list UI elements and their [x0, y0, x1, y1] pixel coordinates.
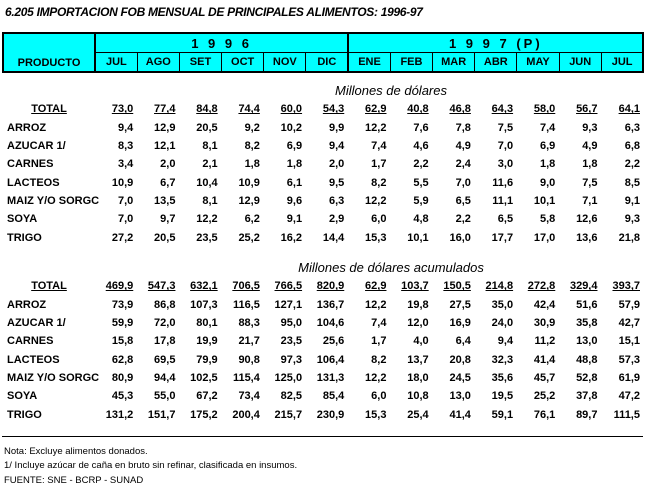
value-cell: 6,0 — [371, 213, 387, 226]
value-cell: 59,1 — [491, 408, 514, 421]
value-cell: 47,2 — [618, 390, 640, 403]
value-cell: 51,6 — [576, 298, 598, 311]
value-cell: 13,7 — [407, 353, 429, 366]
table-row — [2, 332, 643, 350]
value-cell: 25,6 — [322, 335, 345, 348]
value-cell: 86,8 — [154, 298, 176, 311]
value-cell: 25,2 — [238, 231, 260, 244]
row-label: LACTEOS — [7, 353, 60, 366]
value-cell: 10,4 — [196, 176, 218, 189]
month-header: JUN — [559, 53, 601, 73]
value-cell: 200,4 — [232, 408, 260, 421]
value-cell: 11,2 — [534, 335, 556, 348]
value-cell: 7,0 — [117, 213, 134, 226]
row-label: MAIZ Y/O SORGC — [7, 371, 100, 384]
value-cell: 7,0 — [117, 194, 134, 207]
table-row — [2, 350, 643, 368]
value-cell: 12,6 — [576, 213, 598, 226]
value-cell: 230,9 — [316, 408, 345, 421]
value-cell: 215,7 — [274, 408, 303, 421]
value-cell: 2,2 — [455, 213, 471, 226]
value-cell: 16,9 — [449, 317, 471, 330]
value-cell: 35,6 — [491, 371, 514, 384]
value-cell: 1,8 — [286, 158, 303, 171]
value-cell: 19,5 — [491, 390, 514, 403]
value-cell: 15,1 — [618, 335, 640, 348]
value-cell: 27,2 — [111, 231, 134, 244]
value-cell: 97,3 — [280, 353, 303, 366]
value-cell: 2,4 — [455, 158, 471, 171]
section-monthly — [2, 82, 643, 247]
value-cell: 11,6 — [492, 176, 514, 189]
value-cell: 6,0 — [371, 390, 387, 403]
value-cell: 52,8 — [576, 371, 598, 384]
value-cell: 9,7 — [160, 213, 176, 226]
value-cell: 6,5 — [455, 194, 471, 207]
value-cell: 7,4 — [539, 121, 556, 134]
value-cell: 57,3 — [618, 353, 640, 366]
value-cell: 175,2 — [190, 408, 218, 421]
value-cell: 214,8 — [485, 280, 514, 293]
value-cell: 62,8 — [111, 353, 134, 366]
value-cell: 88,3 — [238, 317, 260, 330]
value-cell: 62,9 — [365, 280, 387, 293]
value-cell: 56,7 — [576, 103, 598, 116]
value-cell: 12,2 — [365, 371, 387, 384]
value-cell: 54,3 — [322, 103, 345, 116]
value-cell: 7,4 — [371, 140, 387, 153]
value-cell: 7,8 — [455, 121, 471, 134]
value-cell: 69,5 — [154, 353, 176, 366]
value-cell: 10,2 — [280, 121, 303, 134]
value-cell: 3,4 — [117, 158, 134, 171]
value-cell: 10,8 — [407, 390, 429, 403]
value-cell: 32,3 — [491, 353, 514, 366]
row-label: CARNES — [7, 158, 54, 171]
value-cell: 1,8 — [582, 158, 598, 171]
value-cell: 35,0 — [491, 298, 514, 311]
value-cell: 127,1 — [274, 298, 303, 311]
value-cell: 12,1 — [154, 140, 176, 153]
value-cell: 2,9 — [328, 213, 345, 226]
value-cell: 7,4 — [371, 317, 387, 330]
value-cell: 632,1 — [190, 280, 218, 293]
value-cell: 8,2 — [244, 140, 260, 153]
value-cell: 2,0 — [160, 158, 176, 171]
row-label: TOTAL — [31, 103, 67, 116]
value-cell: 131,3 — [316, 371, 345, 384]
value-cell: 12,2 — [196, 213, 218, 226]
value-cell: 107,3 — [190, 298, 218, 311]
value-cell: 21,7 — [238, 335, 260, 348]
table-row — [2, 387, 643, 405]
value-cell: 766,5 — [274, 280, 303, 293]
value-cell: 20,5 — [196, 121, 218, 134]
table-row — [2, 119, 643, 137]
value-cell: 2,1 — [202, 158, 218, 171]
value-cell: 15,8 — [111, 335, 134, 348]
section-accumulated — [2, 259, 643, 424]
value-cell: 16,2 — [280, 231, 303, 244]
value-cell: 13,0 — [449, 390, 471, 403]
value-cell: 40,8 — [407, 103, 429, 116]
value-cell: 4,6 — [413, 140, 429, 153]
divider — [2, 436, 643, 437]
value-cell: 37,8 — [576, 390, 598, 403]
row-label: SOYA — [7, 213, 38, 226]
value-cell: 111,5 — [613, 408, 640, 421]
value-cell: 20,5 — [154, 231, 176, 244]
value-cell: 4,9 — [582, 140, 598, 153]
value-cell: 58,0 — [533, 103, 556, 116]
total-row — [2, 100, 643, 118]
value-cell: 12,9 — [154, 121, 176, 134]
value-cell: 84,8 — [196, 103, 218, 116]
value-cell: 7,0 — [497, 140, 514, 153]
value-cell: 151,7 — [147, 408, 176, 421]
value-cell: 1,8 — [539, 158, 556, 171]
row-label: AZUCAR 1/ — [7, 317, 66, 330]
row-label: AZUCAR 1/ — [7, 140, 66, 153]
value-cell: 9,1 — [286, 213, 303, 226]
value-cell: 74,4 — [238, 103, 260, 116]
value-cell: 13,5 — [154, 194, 176, 207]
value-cell: 4,9 — [455, 140, 471, 153]
value-cell: 1,8 — [244, 158, 260, 171]
row-label: TRIGO — [7, 231, 42, 244]
value-cell: 2,2 — [413, 158, 429, 171]
value-cell: 64,3 — [491, 103, 514, 116]
row-label: SOYA — [7, 390, 38, 403]
value-cell: 6,4 — [455, 335, 471, 348]
value-cell: 8,3 — [117, 140, 134, 153]
value-cell: 9,0 — [539, 176, 556, 189]
value-cell: 12,0 — [407, 317, 429, 330]
table-row — [2, 228, 643, 246]
value-cell: 41,4 — [449, 408, 471, 421]
value-cell: 48,8 — [576, 353, 598, 366]
value-cell: 19,8 — [407, 298, 429, 311]
value-cell: 8,2 — [371, 176, 387, 189]
row-label: CARNES — [7, 335, 54, 348]
value-cell: 9,1 — [624, 194, 640, 207]
value-cell: 116,5 — [232, 298, 260, 311]
value-cell: 5,9 — [413, 194, 429, 207]
value-cell: 6,7 — [160, 176, 176, 189]
value-cell: 73,4 — [238, 390, 260, 403]
value-cell: 12,9 — [238, 194, 260, 207]
value-cell: 64,1 — [618, 103, 640, 116]
value-cell: 8,1 — [202, 140, 218, 153]
value-cell: 24,0 — [491, 317, 514, 330]
value-cell: 90,8 — [238, 353, 260, 366]
month-header: ENE — [348, 53, 390, 73]
value-cell: 55,0 — [154, 390, 176, 403]
value-cell: 12,2 — [365, 194, 387, 207]
value-cell: 104,6 — [316, 317, 345, 330]
month-header: ABR — [475, 53, 517, 73]
section-title: Millones de dólares acumulados — [298, 260, 484, 276]
value-cell: 7,5 — [582, 176, 598, 189]
value-cell: 15,3 — [365, 408, 387, 421]
value-cell: 9,9 — [328, 121, 345, 134]
value-cell: 35,8 — [576, 317, 598, 330]
value-cell: 5,5 — [413, 176, 429, 189]
value-cell: 4,0 — [413, 335, 429, 348]
value-cell: 8,1 — [202, 194, 218, 207]
value-cell: 9,4 — [497, 335, 514, 348]
value-cell: 15,3 — [365, 231, 387, 244]
value-cell: 10,9 — [111, 176, 134, 189]
month-header: SET — [179, 53, 221, 73]
value-cell: 6,3 — [328, 194, 345, 207]
month-header: MAR — [433, 53, 475, 73]
value-cell: 547,3 — [147, 280, 176, 293]
value-cell: 41,4 — [533, 353, 556, 366]
row-label: TOTAL — [31, 280, 67, 293]
table-row — [2, 137, 643, 155]
value-cell: 102,5 — [190, 371, 218, 384]
value-cell: 72,0 — [154, 317, 176, 330]
value-cell: 25,4 — [407, 408, 429, 421]
value-cell: 6,3 — [624, 121, 640, 134]
value-cell: 80,9 — [111, 371, 134, 384]
table-row — [2, 314, 643, 332]
value-cell: 13,6 — [576, 231, 598, 244]
value-cell: 7,1 — [582, 194, 598, 207]
value-cell: 706,5 — [232, 280, 260, 293]
table-row — [2, 192, 643, 210]
value-cell: 1,7 — [371, 335, 387, 348]
value-cell: 89,7 — [576, 408, 598, 421]
value-cell: 6,1 — [286, 176, 303, 189]
value-cell: 7,5 — [497, 121, 514, 134]
table-row — [2, 405, 643, 423]
value-cell: 85,4 — [322, 390, 345, 403]
table-row — [2, 369, 643, 387]
value-cell: 42,7 — [618, 317, 640, 330]
value-cell: 9,4 — [328, 140, 345, 153]
value-cell: 16,0 — [449, 231, 471, 244]
table-row — [2, 155, 643, 173]
value-cell: 103,7 — [401, 280, 429, 293]
table-row — [2, 210, 643, 228]
value-cell: 106,4 — [316, 353, 345, 366]
total-row — [2, 277, 643, 295]
value-cell: 95,0 — [280, 317, 303, 330]
value-cell: 9,3 — [624, 213, 640, 226]
value-cell: 8,2 — [371, 353, 387, 366]
value-cell: 6,9 — [286, 140, 303, 153]
value-cell: 9,5 — [328, 176, 345, 189]
value-cell: 61,9 — [618, 371, 640, 384]
value-cell: 14,4 — [322, 231, 345, 244]
value-cell: 18,0 — [407, 371, 429, 384]
value-cell: 94,4 — [154, 371, 176, 384]
value-cell: 136,7 — [316, 298, 345, 311]
value-cell: 7,6 — [413, 121, 429, 134]
month-header: FEB — [390, 53, 432, 73]
value-cell: 9,6 — [286, 194, 303, 207]
table-row — [2, 296, 643, 314]
value-cell: 30,9 — [533, 317, 556, 330]
month-header: MAY — [517, 53, 559, 73]
value-cell: 73,0 — [111, 103, 134, 116]
value-cell: 80,1 — [196, 317, 218, 330]
value-cell: 45,7 — [533, 371, 556, 384]
month-header: AGO — [137, 53, 179, 73]
value-cell: 9,3 — [582, 121, 598, 134]
note-sugar: 1/ Incluye azúcar de caña en bruto sin refinar, clasificada en insumos. — [4, 460, 298, 471]
value-cell: 1,7 — [371, 158, 387, 171]
value-cell: 17,7 — [491, 231, 514, 244]
value-cell: 10,9 — [238, 176, 260, 189]
value-cell: 12,2 — [365, 121, 387, 134]
value-cell: 25,2 — [533, 390, 556, 403]
month-header: NOV — [264, 53, 306, 73]
value-cell: 469,9 — [105, 280, 134, 293]
value-cell: 59,9 — [111, 317, 134, 330]
value-cell: 393,7 — [612, 280, 640, 293]
value-cell: 13,0 — [576, 335, 598, 348]
value-cell: 23,5 — [196, 231, 218, 244]
value-cell: 23,5 — [280, 335, 303, 348]
product-header: PRODUCTO — [3, 33, 95, 72]
value-cell: 5,8 — [539, 213, 556, 226]
year-1996-header: 1 9 9 6 — [95, 33, 348, 53]
column-header — [2, 32, 644, 73]
year-1997-header: 1 9 9 7 (P) — [348, 33, 643, 53]
value-cell: 11,1 — [492, 194, 514, 207]
value-cell: 820,9 — [316, 280, 345, 293]
row-label: ARROZ — [7, 121, 47, 134]
row-label: TRIGO — [7, 408, 42, 421]
month-header: JUL — [95, 53, 137, 73]
value-cell: 125,0 — [274, 371, 303, 384]
value-cell: 45,3 — [111, 390, 134, 403]
value-cell: 77,4 — [154, 103, 176, 116]
value-cell: 4,8 — [413, 213, 429, 226]
table-title: 6.205 IMPORTACION FOB MENSUAL DE PRINCIPALES ALIMENTOS: 1996-97 — [5, 5, 423, 19]
value-cell: 8,5 — [624, 176, 640, 189]
value-cell: 9,2 — [244, 121, 260, 134]
month-header: DIC — [306, 53, 348, 73]
value-cell: 82,5 — [280, 390, 303, 403]
value-cell: 115,4 — [232, 371, 260, 384]
value-cell: 20,8 — [449, 353, 471, 366]
value-cell: 6,9 — [539, 140, 556, 153]
value-cell: 10,1 — [407, 231, 429, 244]
row-label: LACTEOS — [7, 176, 60, 189]
note-excluded: Nota: Excluye alimentos donados. — [4, 446, 148, 457]
table-row — [2, 173, 643, 191]
value-cell: 7,0 — [455, 176, 471, 189]
value-cell: 6,2 — [244, 213, 260, 226]
value-cell: 17,0 — [533, 231, 556, 244]
value-cell: 42,4 — [533, 298, 556, 311]
value-cell: 131,2 — [105, 408, 134, 421]
source-note: FUENTE: SNE - BCRP - SUNAD — [4, 475, 144, 486]
value-cell: 2,0 — [328, 158, 345, 171]
value-cell: 67,2 — [196, 390, 218, 403]
value-cell: 62,9 — [365, 103, 387, 116]
value-cell: 6,8 — [624, 140, 640, 153]
value-cell: 272,8 — [527, 280, 556, 293]
value-cell: 76,1 — [533, 408, 556, 421]
section-title: Millones de dólares — [334, 83, 447, 99]
row-label: MAIZ Y/O SORGC — [7, 194, 100, 207]
value-cell: 21,8 — [618, 231, 640, 244]
value-cell: 3,0 — [497, 158, 514, 171]
value-cell: 6,5 — [497, 213, 514, 226]
value-cell: 60,0 — [280, 103, 303, 116]
value-cell: 10,1 — [533, 194, 556, 207]
value-cell: 79,9 — [196, 353, 218, 366]
value-cell: 2,2 — [624, 158, 640, 171]
row-label: ARROZ — [7, 298, 47, 311]
value-cell: 46,8 — [449, 103, 471, 116]
value-cell: 19,9 — [196, 335, 218, 348]
value-cell: 329,4 — [569, 280, 598, 293]
value-cell: 57,9 — [618, 298, 640, 311]
value-cell: 24,5 — [449, 371, 471, 384]
value-cell: 27,5 — [449, 298, 471, 311]
value-cell: 17,8 — [154, 335, 176, 348]
value-cell: 12,2 — [365, 298, 387, 311]
month-header: JUL — [601, 53, 643, 73]
value-cell: 150,5 — [443, 280, 471, 293]
value-cell: 73,9 — [111, 298, 134, 311]
month-header: OCT — [222, 53, 264, 73]
value-cell: 9,4 — [117, 121, 134, 134]
